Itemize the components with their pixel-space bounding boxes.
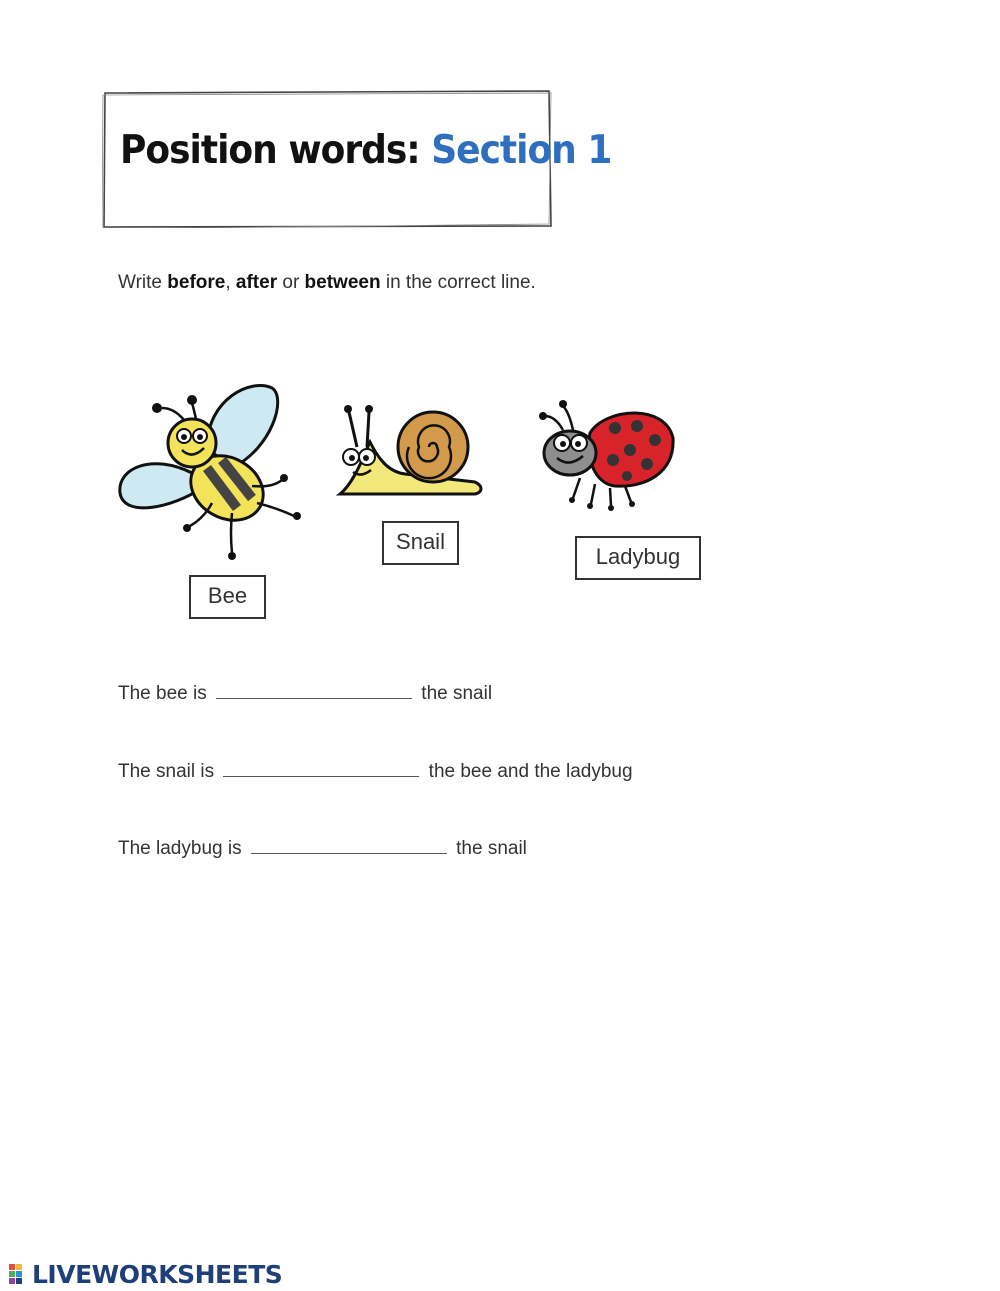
title-box <box>102 90 612 228</box>
page-title <box>120 128 611 172</box>
instruction-word-between: between <box>304 272 381 293</box>
instruction-sep2: or <box>277 272 305 293</box>
instruction-prefix: Write <box>118 272 168 293</box>
answer-blank-2[interactable] <box>223 758 419 777</box>
bee-illustration <box>112 378 312 563</box>
liveworksheets-logo-icon <box>8 1262 30 1286</box>
sentence-3 <box>118 835 527 860</box>
answer-blank-1[interactable] <box>216 680 412 699</box>
sentence-2-end: the bee and the ladybug <box>428 761 633 782</box>
sentence-3-end: the snail <box>456 838 527 859</box>
answer-blank-3[interactable] <box>251 835 447 854</box>
sentence-2 <box>118 758 633 783</box>
brand-name: LIVEWORKSHEETS <box>32 1259 283 1289</box>
footer-logo[interactable] <box>8 1260 282 1288</box>
label-bee: Bee <box>189 575 266 619</box>
sentence-1-start: The bee is <box>118 683 207 704</box>
label-snail: Snail <box>382 521 459 565</box>
title-part2: Section 1 <box>431 128 612 173</box>
sentence-1 <box>118 680 492 705</box>
sentence-3-start: The ladybug is <box>118 838 242 859</box>
ladybug-illustration <box>535 398 680 513</box>
instruction-word-before: before <box>167 272 226 293</box>
instruction-sep1: , <box>225 272 236 293</box>
instruction-suffix: in the correct line. <box>380 272 536 293</box>
snail-illustration <box>335 402 485 497</box>
title-part1: Position words: <box>120 128 420 173</box>
instruction-text <box>118 272 536 294</box>
instruction-word-after: after <box>235 272 278 293</box>
label-ladybug: Ladybug <box>575 536 701 580</box>
sentence-2-start: The snail is <box>118 761 215 782</box>
sentence-1-end: the snail <box>421 683 493 704</box>
